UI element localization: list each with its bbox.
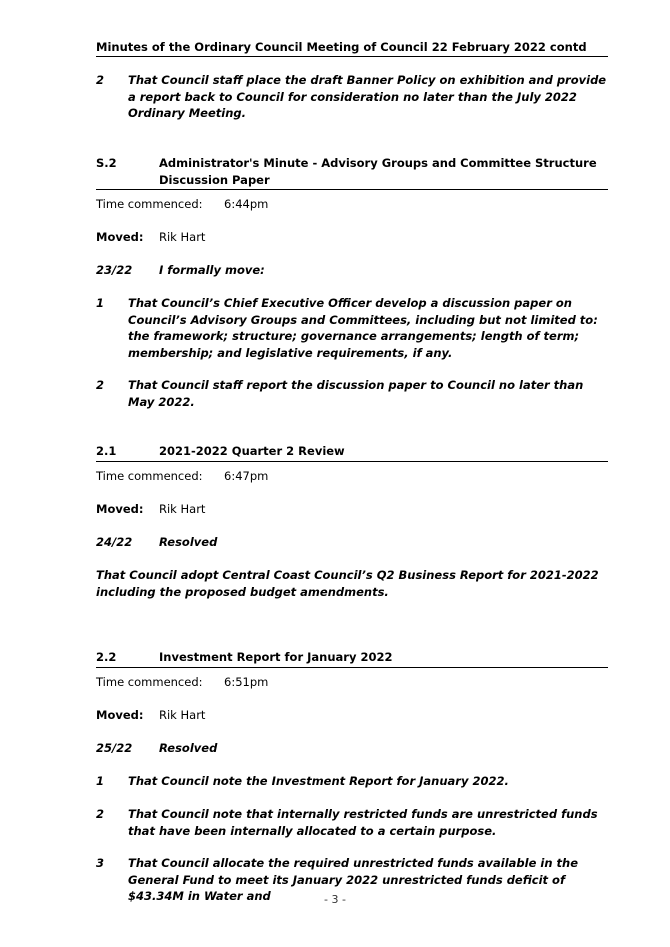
moved-label: Moved: (96, 502, 144, 516)
page-header: Minutes of the Ordinary Council Meeting of Council 22 February 2022 contd (96, 40, 608, 57)
time-label: Time commenced: (96, 197, 203, 211)
moved-value: Rik Hart (159, 708, 206, 722)
list-item (96, 295, 608, 361)
section-number: 2.2 (96, 650, 117, 664)
item-number: 2 (96, 807, 105, 821)
item-number: 1 (96, 774, 105, 788)
section-title: Administrator's Minute - Advisory Groups and Committee Structure Discussion Paper (159, 156, 597, 187)
item-text: That Council note the Investment Report for January 2022. (128, 774, 509, 788)
section-heading (96, 443, 608, 462)
resolution-paragraph: That Council adopt Central Coast Council’s Q2 Business Report for 2021-2022 including the proposed budget amendments. (96, 568, 599, 599)
item-number: 3 (96, 856, 105, 870)
moved-value: Rik Hart (159, 502, 206, 516)
item-text: That Council staff place the draft Banner Policy on exhibition and provide a report back to Council for consideration no later than the July 2022 Ordinary Meeting. (128, 73, 607, 120)
time-label: Time commenced: (96, 469, 203, 483)
item-text: That Council allocate the required unrestricted funds available in the General Fund to meet its January 2022 unrestricted funds deficit of $43.34M in Water and (128, 856, 579, 903)
time-value: 6:51pm (224, 675, 269, 689)
item-text: That Council note that internally restricted funds are unrestricted funds that have been internally allocated to a certain purpose. (128, 807, 598, 838)
time-value: 6:44pm (224, 197, 269, 211)
page-number: - 3 - (324, 893, 346, 906)
moved-label: Moved: (96, 708, 144, 722)
section-number: S.2 (96, 156, 117, 170)
list-item (96, 773, 608, 790)
moved-value: Rik Hart (159, 230, 206, 244)
section-title: Investment Report for January 2022 (159, 650, 393, 664)
time-value: 6:47pm (224, 469, 269, 483)
section-title: 2021-2022 Quarter 2 Review (159, 444, 345, 458)
resolution-text: Resolved (159, 741, 218, 755)
section-heading (96, 155, 608, 190)
time-label: Time commenced: (96, 675, 203, 689)
section-number: 2.1 (96, 444, 117, 458)
moved-label: Moved: (96, 230, 144, 244)
item-text: That Council’s Chief Executive Officer develop a discussion paper on Council’s Advisory Groups and Committees, including but not limited to: the framework; structure; governance arrangements; length of term; membership; and legislative requirements, if any. (128, 296, 598, 360)
resolution-text: I formally move: (159, 263, 265, 277)
item-number: 1 (96, 296, 105, 310)
item-number: 2 (96, 73, 105, 87)
list-item (96, 377, 608, 410)
list-item (96, 806, 608, 839)
resolution-number: 25/22 (96, 741, 133, 755)
resolution-number: 24/22 (96, 535, 133, 549)
item-number: 2 (96, 378, 105, 392)
list-item (96, 72, 608, 122)
item-text: That Council staff report the discussion paper to Council no later than May 2022. (128, 378, 584, 409)
resolution-text: Resolved (159, 535, 218, 549)
section-heading (96, 649, 608, 668)
resolution-number: 23/22 (96, 263, 133, 277)
